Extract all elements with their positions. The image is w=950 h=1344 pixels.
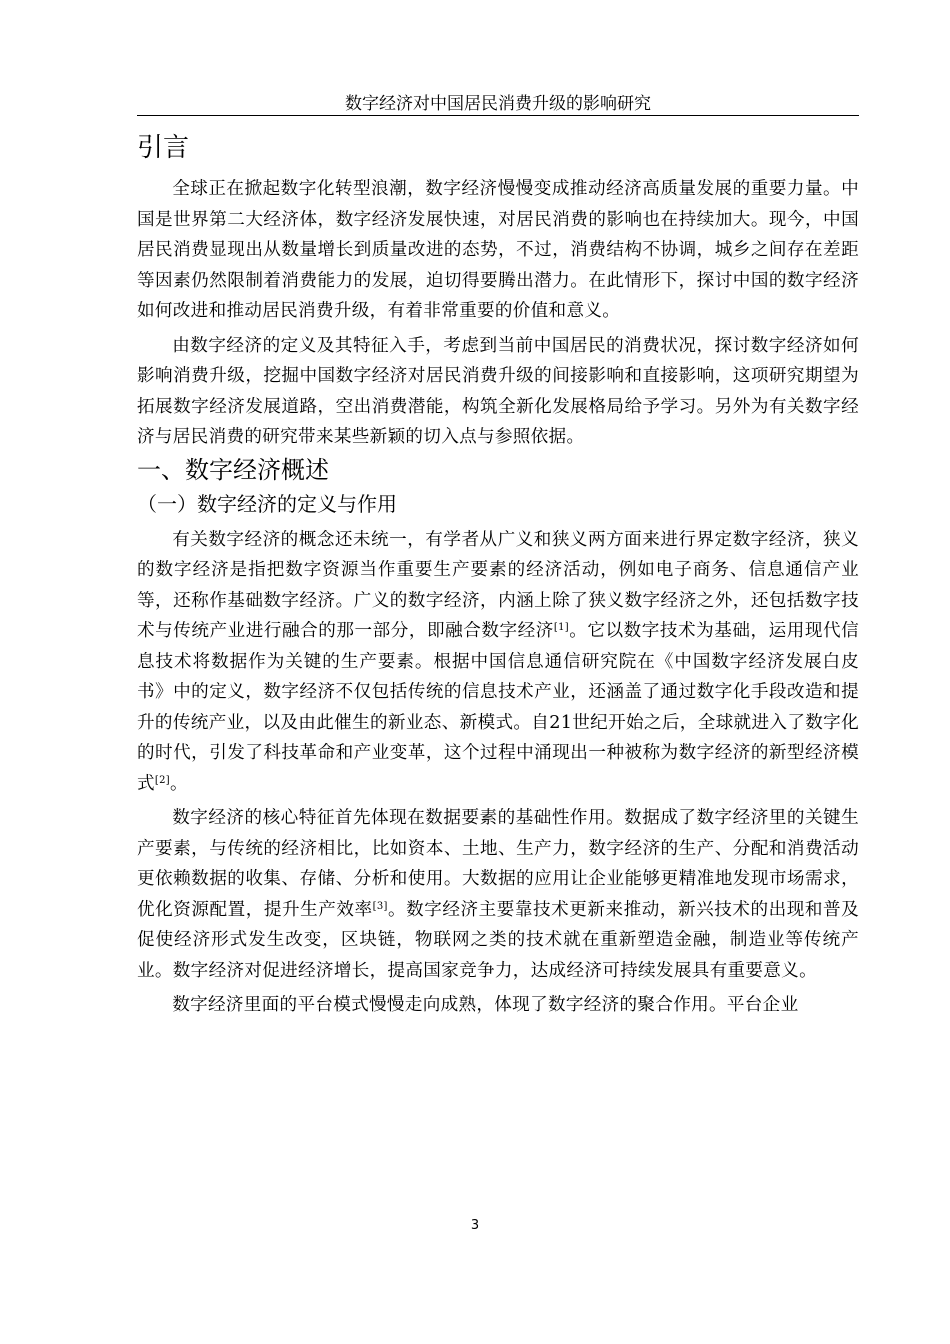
subsection-heading: （一）数字经济的定义与作用 bbox=[137, 491, 397, 516]
citation-ref: [3] bbox=[372, 900, 388, 912]
section-heading: 一、数字经济概述 bbox=[137, 455, 329, 484]
header-rule bbox=[137, 115, 859, 116]
paragraph-text: 。它以数字技术为基础，运用现代信息技术将数据作为关键的生产要素。根据中国信息通信研究院在《中国数字经济发展白皮书》中的定义，数字经济不仅包括传统的信息技术产业，还涵盖了通过数字化手段改造和提升的传统产业，以及由此催生的新业态、新模式。自21世纪开始之后，全球就进入了数字化的时代，引发了科技革命和产业变革，这个过程中涌现出一种被称为数字经济的新型经济模式 bbox=[137, 621, 859, 794]
intro-paragraph-2: 由数字经济的定义及其特征入手，考虑到当前中国居民的消费状况，探讨数字经济如何影响消费升级，挖掘中国数字经济对居民消费升级的间接影响和直接影响，这项研究期望为拓展数字经济发展道路，空出消费潜能，构筑全新化发展格局给予学习。另外为有关数字经济与居民消费的研究带来某些新颖的切入点与参照依据。 bbox=[137, 335, 859, 447]
citation-ref: [1] bbox=[553, 622, 569, 633]
features-paragraph bbox=[137, 803, 859, 986]
running-header: 数字经济对中国居民消费升级的影响研究 bbox=[345, 94, 651, 114]
page-body bbox=[137, 128, 859, 1021]
intro-paragraph-1: 全球正在掀起数字化转型浪潮，数字经济慢慢变成推动经济高质量发展的重要力量。中国是世界第二大经济体，数字经济发展快速，对居民消费的影响也在持续加大。现今，中国居民消费显现出从数量增长到质量改进的态势，不过，消费结构不协调，城乡之间存在差距等因素仍然限制着消费能力的发展，迫切得要腾出潜力。在此情形下，探讨中国的数字经济如何改进和推动居民消费升级，有着非常重要的价值和意义。 bbox=[137, 179, 859, 321]
definition-paragraph bbox=[137, 525, 859, 800]
paragraph-text: 数字经济的核心特征首先体现在数据要素的基础性作用。数据成了数字经济里的关键生产要素，与传统的经济相比，比如资本、土地、生产力，数字经济的生产、分配和消费活动更依赖数据的收集、存储、分析和使用。大数据的应用让企业能够更精准地发现市场需求，优化资源配置，提升生产效率 bbox=[137, 808, 859, 920]
intro-heading: 引言 bbox=[137, 133, 190, 163]
platform-paragraph: 数字经济里面的平台模式慢慢走向成熟，体现了数字经济的聚合作用。平台企业 bbox=[172, 995, 799, 1015]
paragraph-text: 。 bbox=[169, 773, 188, 794]
page-number: 3 bbox=[470, 1218, 480, 1233]
paragraph-text: 。数字经济主要靠技术更新来推动，新兴技术的出现和普及促使经济形式发生改变，区块链，物联网之类的技术就在重新塑造金融，制造业等传统产业。数字经济对促进经济增长，提高国家竞争力，达成经济可持续发展具有重要意义。 bbox=[137, 899, 859, 981]
citation-ref: [2] bbox=[154, 774, 170, 786]
paragraph-text: 有关数字经济的概念还未统一，有学者从广义和狭义两方面来进行界定数字经济，狭义的数字经济是指把数字资源当作重要生产要素的经济活动，例如电子商务、信息通信产业等，还称作基础数字经济。广义的数字经济，内涵上除了狭义数字经济之外，还包括数字技术与传统产业进行融合的那一部分，即融合数字经济 bbox=[137, 529, 859, 641]
